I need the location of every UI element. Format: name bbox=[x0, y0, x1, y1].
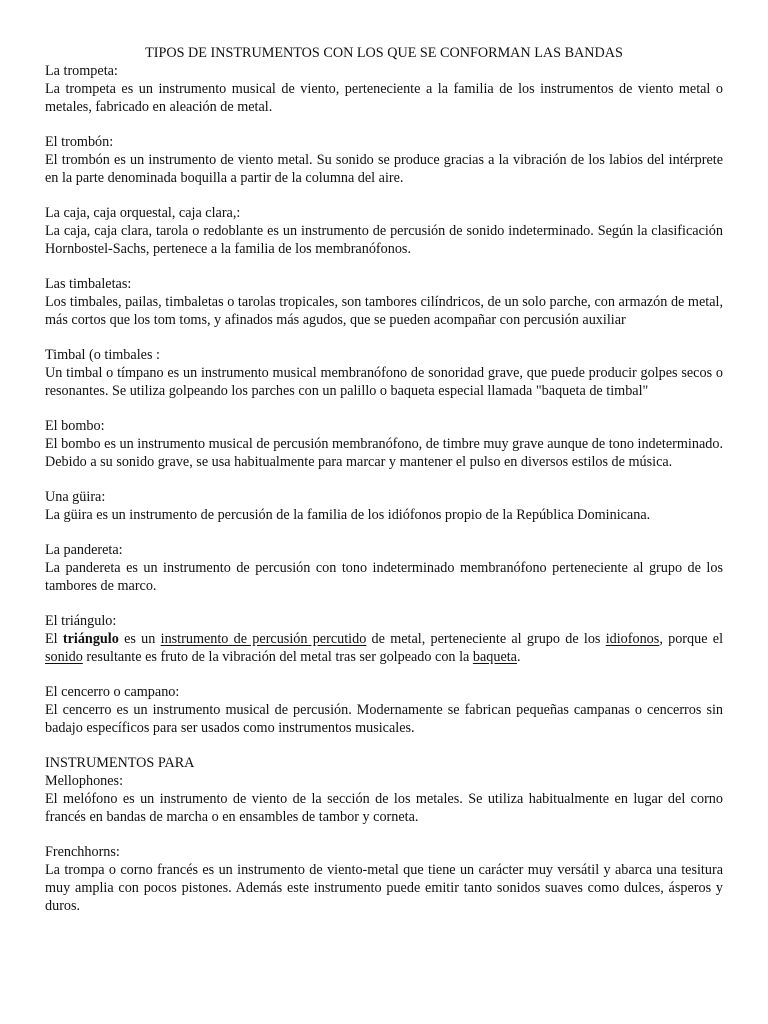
subsection-heading: INSTRUMENTOS PARA bbox=[45, 755, 195, 771]
section-body: La trompeta es un instrumento musical de viento, perteneciente a la familia de los instrumentos de viento metal o metales, fabricado en aleación de metal. bbox=[45, 81, 723, 115]
section-body: El bombo es un instrumento musical de percusión membranófono, de timbre muy grave aunque de tono indeterminado. Debido a su sonido grave, se usa habitualmente para marcar y mantener el pulso en diversos estilos de música. bbox=[45, 436, 723, 470]
section-heading: Frenchhorns: bbox=[45, 844, 120, 860]
section-heading: Timbal (o timbales : bbox=[45, 347, 160, 363]
section-mellophones bbox=[45, 754, 723, 826]
section-heading: La pandereta: bbox=[45, 542, 123, 558]
text-fragment: es un bbox=[118, 631, 161, 647]
section-body: La caja, caja clara, tarola o redoblante es un instrumento de percusión de sonido indeterminado. Según la clasificación Hornbostel-Sachs, pertenece a la familia de los membranófonos. bbox=[45, 223, 723, 257]
section-heading: La trompeta: bbox=[45, 63, 118, 79]
section-body: La pandereta es un instrumento de percusión con tono indeterminado membranófono perteneciente al grupo de los tambores de marco. bbox=[45, 560, 723, 594]
text-fragment: . bbox=[516, 649, 521, 665]
section-heading: El cencerro o campano: bbox=[45, 684, 180, 700]
section-heading: El bombo: bbox=[45, 418, 105, 434]
section-pandereta bbox=[45, 541, 723, 595]
section-timbaletas bbox=[45, 275, 723, 329]
section-body: El melófono es un instrumento de viento de la sección de los metales. Se utiliza habitualmente en lugar del corno francés en bandas de marcha o en ensambles de tambor y corneta. bbox=[45, 791, 723, 825]
section-guira bbox=[45, 488, 723, 524]
section-heading: El trombón: bbox=[45, 134, 114, 150]
section-cencerro bbox=[45, 683, 723, 737]
section-heading: La caja, caja orquestal, caja clara,: bbox=[45, 205, 241, 221]
section-heading: Las timbaletas: bbox=[45, 276, 132, 292]
section-body: Un timbal o tímpano es un instrumento musical membranófono de sonoridad grave, que puede producir golpes secos o resonantes. Se utiliza golpeando los parches con un palillo o baqueta especial llamada "baqueta de timbal" bbox=[45, 365, 723, 399]
text-fragment: , porque el bbox=[659, 631, 724, 647]
section-body bbox=[45, 630, 723, 666]
section-timbal bbox=[45, 346, 723, 400]
section-body: La güira es un instrumento de percusión de la familia de los idiófonos propio de la República Dominicana. bbox=[45, 507, 651, 523]
document-page bbox=[45, 44, 723, 915]
bold-term: triángulo bbox=[62, 631, 119, 647]
section-frenchhorns bbox=[45, 843, 723, 915]
link-instrumento-percusion-percutido[interactable]: instrumento de percusión percutido bbox=[160, 631, 367, 647]
section-body: El cencerro es un instrumento musical de percusión. Modernamente se fabrican pequeñas campanas o cencerros sin badajo específicos para ser usados como instrumentos musicales. bbox=[45, 702, 723, 736]
link-idiofonos[interactable]: idiofonos bbox=[605, 631, 660, 647]
section-body: El trombón es un instrumento de viento metal. Su sonido se produce gracias a la vibración de los labios del intérprete en la parte denominada boquilla a partir de la columna del aire. bbox=[45, 152, 723, 186]
text-fragment: de metal, perteneciente al grupo de los bbox=[366, 631, 606, 647]
section-bombo bbox=[45, 417, 723, 471]
section-trombon bbox=[45, 133, 723, 187]
link-baqueta[interactable]: baqueta bbox=[472, 649, 517, 665]
text-fragment: El bbox=[45, 631, 63, 647]
link-sonido[interactable]: sonido bbox=[45, 649, 83, 665]
section-heading: Una güira: bbox=[45, 489, 106, 505]
section-heading: Mellophones: bbox=[45, 773, 124, 789]
section-heading: El triángulo: bbox=[45, 613, 117, 629]
document-title: TIPOS DE INSTRUMENTOS CON LOS QUE SE CONFORMAN LAS BANDAS bbox=[145, 45, 623, 61]
text-fragment: resultante es fruto de la vibración del metal tras ser golpeado con la bbox=[82, 649, 473, 665]
section-body: La trompa o corno francés es un instrumento de viento-metal que tiene un carácter muy versátil y abarca una tesitura muy amplia con pocos pistones. Además este instrumento puede emitir tanto sonidos suaves como dulces, ásperos y duros. bbox=[45, 862, 723, 914]
section-body: Los timbales, pailas, timbaletas o tarolas tropicales, son tambores cilíndricos, de un solo parche, con armazón de metal, más cortos que los tom toms, y afinados más agudos, que se pueden acompañar con percusión auxiliar bbox=[45, 294, 723, 328]
section-caja bbox=[45, 204, 723, 258]
section-trompeta bbox=[45, 62, 723, 116]
section-triangulo bbox=[45, 612, 723, 666]
